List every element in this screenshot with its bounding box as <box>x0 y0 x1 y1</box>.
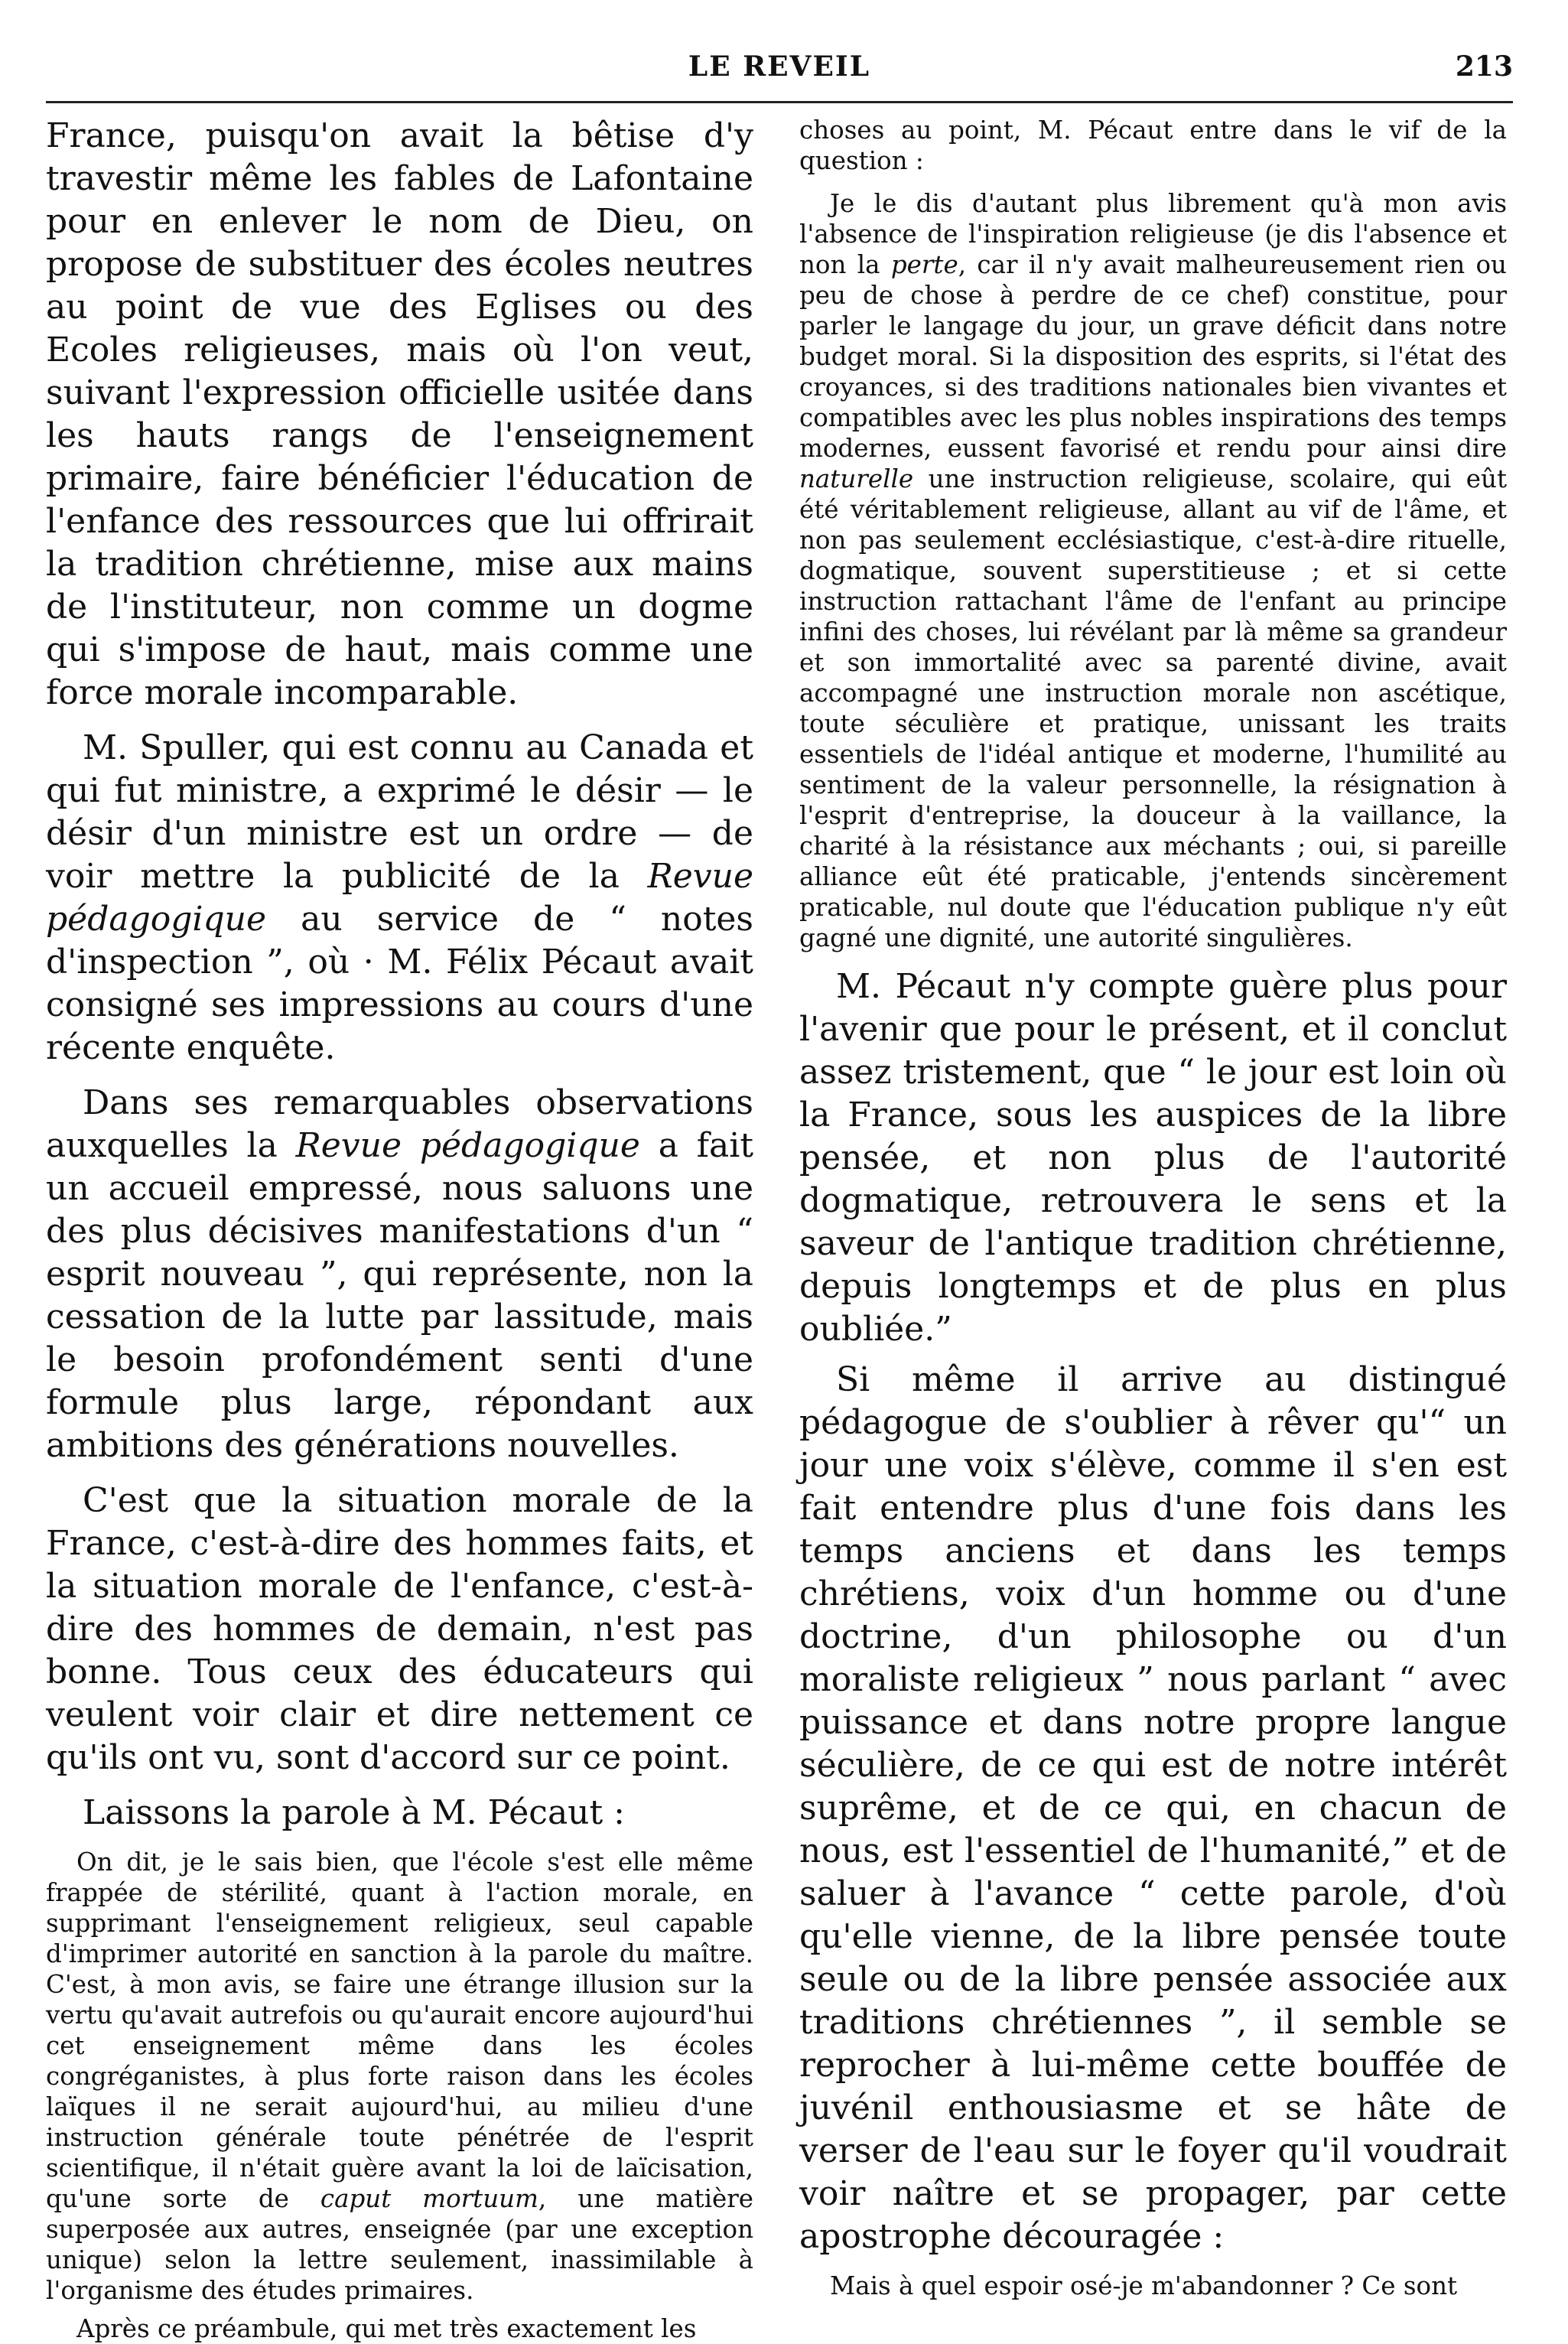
left-column <box>46 115 753 2344</box>
text-run: M. Spuller, qui est connu au Canada et qui fut ministre, a exprimé le désir — le désir d'un ministre est un ordre — de voir mettre la publicité de la <box>46 728 753 896</box>
text-run: Je le dis d'autant plus librement qu'à mon avis l'absence de l'inspiration religieuse (je dis l'absence et non la <box>799 189 1507 279</box>
paragraph: Si même il arrive au distingué pédagogue de s'oublier à rêver qu'“ un jour une voix s'élève, comme il s'en est fait entendre plus d'une fois dans les temps anciens et dans les temps chrétiens, voix d'un homme ou d'une doctrine, d'un philosophe ou d'un moraliste religieux ” nous parlant “ avec puissance et dans notre propre langue séculière, de ce qui est de notre intérêt suprême, et de ce qui, en chacun de nous, est l'essentiel de l'humanité,” et de saluer à l'avance “ cette parole, d'où qu'elle vienne, de la libre pensée toute seule ou de la libre pensée associée aux traditions chrétiennes ”, il semble se reprocher à lui-même cette bouffée de juvénil enthousiasme et se hâte de verser de l'eau sur le foyer qu'il voudrait voir naître et se propager, par cette apostrophe découragée : <box>799 1360 1507 2256</box>
page-number: 213 <box>1455 50 1513 83</box>
block-quote <box>46 1847 753 2306</box>
text-run: une instruction religieuse, scolaire, qui eût été véritablement religieuse, allant au vif de l'âme, et non pas seulement ecclésiastique, c'est-à-dire rituelle, dogmatique, souvent superstitieuse ; et si cette instruction rattachant l'âme de l'enfant au principe infini des choses, lui révélant par là même sa grandeur et son immortalité avec sa parenté divine, avait accompagné une instruction morale non ascétique, toute séculière et pratique, unissant les traits essentiels de l'idéal antique et moderne, l'humilité au sentiment de la valeur personnelle, la résignation à l'esprit d'entreprise, la douceur à la vaillance, la charité à la résistance aux méchants ; oui, si pareille alliance eût été praticable, j'entends sincèrement praticable, nul doute que l'éducation publique n'y eût gagné une dignité, une autorité singulières. <box>799 464 1507 952</box>
right-column <box>799 115 1507 2301</box>
journal-title: Revue pédagogique <box>46 857 753 939</box>
paragraph: Après ce préambule, qui met très exactement les <box>76 2314 697 2343</box>
text-run: On dit, je le sais bien, que l'école s'est elle même frappée de stérilité, quant à l'action morale, en supprimant l'enseignement religieux, seul capable d'imprimer autorité en sanction à la parole du maître. C'est, à mon avis, se faire une étrange illusion sur la vertu qu'avait autrefois ou qu'aurait encore aujourd'hui cet enseignement même dans les écoles congréganistes, à plus forte raison dans les écoles laïques il ne serait aujourd'hui, au milieu d'une instruction générale toute pénétrée de l'esprit scientifique, il n'était guère avant la loi de laïcisation, qu'une sorte de <box>46 1848 753 2213</box>
paragraph: choses au point, M. Pécaut entre dans le vif de la question : <box>799 116 1507 175</box>
text-run: Dans ses remarquables observations auxquelles la <box>46 1083 753 1165</box>
journal-title: Revue pédagogique <box>295 1126 640 1165</box>
block-quote <box>799 188 1507 953</box>
block-quote: Mais à quel espoir osé-je m'abandonner ? Ce sont <box>830 2271 1458 2300</box>
paragraph: M. Pécaut n'y compte guère plus pour l'avenir que pour le présent, et il conclut assez tristement, que “ le jour est loin où la France, sous les auspices de la libre pensée, et non plus de l'autorité dogmatique, retrouvera le sens et la saveur de l'antique tradition chrétienne, depuis longtemps et de plus en plus oubliée.” <box>799 967 1507 1349</box>
latin-phrase: caput mortuum <box>320 2184 538 2213</box>
italic-word: perte <box>890 250 958 279</box>
text-run: , une matière superposée aux autres, enseignée (par une exception unique) selon la lettre seulement, inassimilable à l'organisme des études primaires. <box>46 2184 753 2305</box>
header-rule <box>46 101 1513 103</box>
paragraph <box>46 727 753 1069</box>
paragraph: France, puisqu'on avait la bêtise d'y travestir même les fables de Lafontaine pour en enlever le nom de Dieu, on propose de substituer des écoles neutres au point de vue des Eglises ou des Ecoles religieuses, mais où l'on veut, suivant l'expression officielle usitée dans les hauts rangs de l'enseignement primaire, faire bénéficier l'éducation de l'enfance des ressources que lui offrirait la tradition chrétienne, mise aux mains de l'instituteur, non comme un dogme qui s'impose de haut, mais comme une force morale incomparable. <box>46 116 753 712</box>
text-run: a fait un accueil empressé, nous saluons une des plus décisives manifestations d'un “ esprit nouveau ”, qui représente, non la cessation de la lutte par lassitude, mais le besoin profondément senti d'une formule plus large, répondant aux ambitions des générations nouvelles. <box>46 1126 754 1465</box>
paragraph <box>46 1082 753 1467</box>
text-run: au service de “ notes d'inspection ”, où · M. Félix Pécaut avait consigné ses impressions au cours d'une récente enquête. <box>46 900 753 1067</box>
page-header <box>46 46 1513 92</box>
text-run: , car il n'y avait malheureusement rien ou peu de chose à perdre de ce chef) constitue, pour parler le langage du jour, un grave déficit dans notre budget moral. Si la disposition des esprits, si l'état des croyances, si des traditions nationales bien vivantes et compatibles avec les plus nobles inspirations des temps modernes, eussent favorisé et rendu pour ainsi dire <box>799 250 1507 463</box>
italic-word: naturelle <box>799 464 914 493</box>
paragraph: C'est que la situation morale de la France, c'est-à-dire des hommes faits, et la situation morale de l'enfance, c'est-à-dire des hommes de demain, n'est pas bonne. Tous ceux des éducateurs qui veulent voir clair et dire nettement ce qu'ils ont vu, sont d'accord sur ce point. <box>46 1481 753 1777</box>
running-title: LE REVEIL <box>688 50 871 83</box>
paragraph: Laissons la parole à M. Pécaut : <box>83 1793 626 1832</box>
